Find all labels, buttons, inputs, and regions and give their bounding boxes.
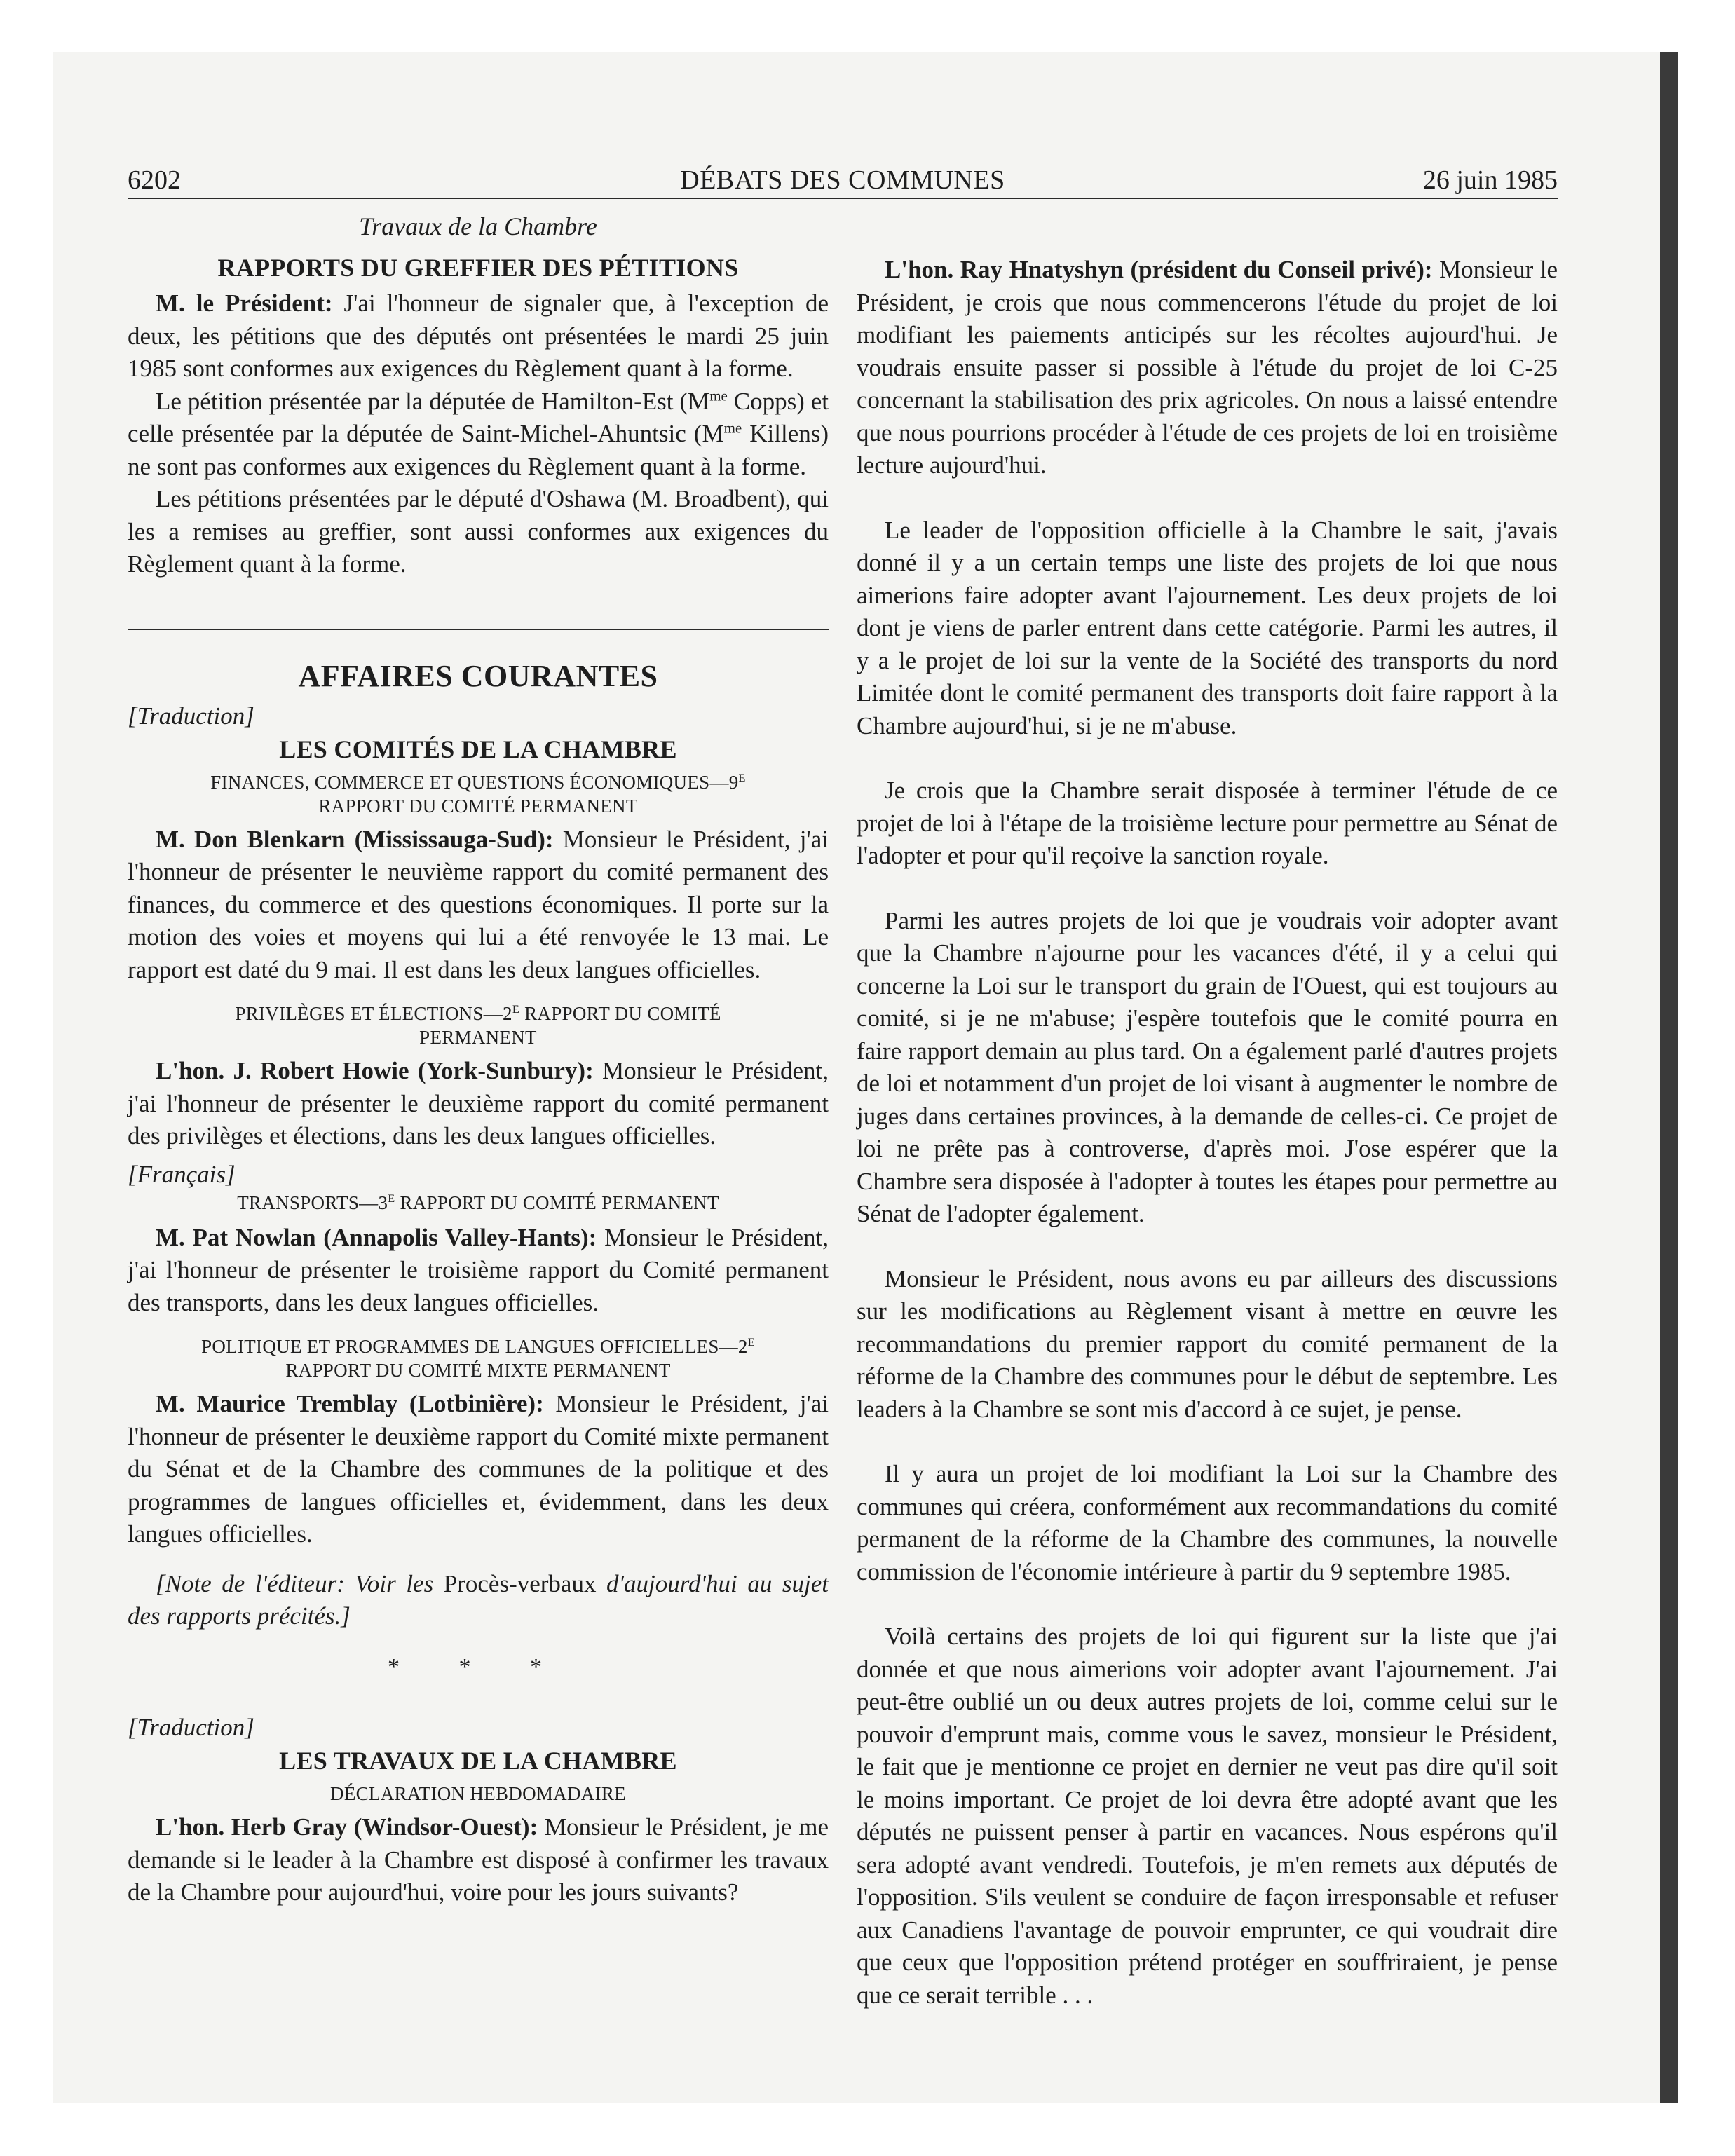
- travaux-heading: LES TRAVAUX DE LA CHAMBRE: [279, 1747, 677, 1775]
- section-label: Travaux de la Chambre: [359, 212, 597, 240]
- page-header: [128, 163, 1558, 199]
- page-number: 6202: [128, 165, 181, 195]
- scan-edge-bar: [1660, 52, 1678, 2103]
- right-paragraph-5: Monsieur le Président, nous avons eu par ailleurs des discussions sur les modifications au Règlement visant à mettre en œuvre les recommandations du premier rapport du comité permanent de la réforme de la Chambre des communes pour le début de septembre. Les leaders à la Chambre se sont mis d'accord à ce sujet, je pense.: [857, 1264, 1558, 1423]
- petitions-paragraph-1: M. le Président: J'ai l'honneur de signaler que, à l'exception de deux, les pétitions que des députés ont présentées le mardi 25 juin 1985 sont conformes aux exigences du Règlement quant à la forme.: [128, 289, 829, 382]
- translation-label: [Traduction]: [128, 702, 254, 730]
- gray-paragraph: L'hon. Herb Gray (Windsor-Ouest): Monsieur le Président, je me demande si le leader à la Chambre est disposé à confirmer les travaux de la Chambre pour aujourd'hui, voire pour les jours suivants?: [128, 1813, 829, 1906]
- petitions-paragraph-3: Les pétitions présentées par le député d'Oshawa (M. Broadbent), qui les a remises au greffier, sont aussi conformes aux exigences du Règlement quant à la forme.: [128, 485, 829, 578]
- hnatyshyn-paragraph: L'hon. Ray Hnatyshyn (président du Conseil privé): Monsieur le Président, je crois que nous commencerons l'étude du projet de loi modifiant les paiements anticipés sur les récoltes aujourd'hui. Je voudrais ensuite passer si possible à l'étude du projet de loi C-25 concernant la stabilisation des prix agricoles. On nous a laissé entendre que nous pourrions procéder à l'étude de ces projets de loi en troisième lecture aujourd'hui.: [857, 256, 1558, 479]
- speaker-name: M. le Président:: [156, 289, 333, 317]
- right-paragraph-6: Il y aura un projet de loi modifiant la Loi sur la Chambre des communes qui créera, conformément aux recommandations du comité permanent de la réforme de la Chambre des communes, la nouvelle commission de l'économie intérieure à partir du 9 septembre 1985.: [857, 1460, 1558, 1585]
- petitions-heading: RAPPORTS DU GREFFIER DES PÉTITIONS: [217, 254, 739, 282]
- editor-note: [Note de l'éditeur: Voir les Procès-verbaux d'aujourd'hui au sujet des rapports précités.]: [128, 1569, 829, 1630]
- right-paragraph-3: Je crois que la Chambre serait disposée à terminer l'étude de ce projet de loi à l'étape de la troisième lecture pour permettre au Sénat de l'adopter et pour qu'il reçoive la sanction royale.: [857, 777, 1558, 869]
- page-date: 26 juin 1985: [1422, 165, 1558, 195]
- langues-subheading: POLITIQUE ET PROGRAMMES DE LANGUES $OFFICIELLES—2^E$ RAPPORT DU COMITÉ MIXTE PERMANENT: [201, 1336, 755, 1381]
- affaires-courantes-heading: AFFAIRES COURANTES: [298, 658, 658, 693]
- right-paragraph-2: Le leader de l'opposition officielle à la Chambre le sait, j'avais donné il y a un certain temps une liste des projets de loi que nous aimerions faire adopter avant l'ajournement. Les deux projets de loi dont je viens de parler entrent dans cette catégorie. Parmi les autres, il y a le projet de loi sur la vente de la Société des transports du nord Limitée dont le comité permanent des transports doit faire rapport à la Chambre aujourd'hui, si je ne m'abuse.: [857, 516, 1558, 739]
- section-divider: [128, 629, 829, 630]
- transports-paragraph: M. Pat Nowlan (Annapolis Valley-Hants): Monsieur le Président, j'ai l'honneur de présenter le troisième rapport du Comité permanent des transports, dans les deux langues officielles.: [128, 1223, 829, 1316]
- privileges-paragraph: L'hon. J. Robert Howie (York-Sunbury): Monsieur le Président, j'ai l'honneur de présenter le deuxième rapport du comité permanent des privilèges et élections, dans les deux langues officielles.: [128, 1057, 829, 1149]
- committees-heading: LES COMITÉS DE LA CHAMBRE: [279, 735, 677, 763]
- speaker-name: L'hon. Ray Hnatyshyn (président du Conseil privé):: [885, 256, 1433, 283]
- petitions-paragraph-2: Le pétition présentée par la députée de Hamilton-Est ($M^{me}$ Copps) et celle présentée par la députée de Saint-Michel-Ahuntsic ($M^{me}$ Killens) ne sont pas conformes aux exigences du Règlement quant à la forme.: [128, 386, 829, 480]
- left-column: [128, 210, 829, 1909]
- weekly-statement-subheading: DÉCLARATION HEBDOMADAIRE: [330, 1783, 626, 1804]
- speaker-name: M. Don Blenkarn (Mississauga-Sud):: [156, 825, 554, 853]
- translation-label-2: [Traduction]: [128, 1714, 254, 1741]
- transports-subheading: $TRANSPORTS—3^E$ RAPPORT DU COMITÉ PERMANENT: [237, 1192, 719, 1213]
- privileges-subheading: PRIVILÈGES ET $ÉLECTIONS—2^E$ RAPPORT DU COMITÉ PERMANENT: [235, 1003, 721, 1048]
- langues-paragraph: M. Maurice Tremblay (Lotbinière): Monsieur le Président, j'ai l'honneur de présenter le deuxième rapport du Comité mixte permanent du Sénat et de la Chambre des communes de la politique et des programmes de langues officielles et, évidemment, dans les deux langues officielles.: [128, 1390, 829, 1548]
- right-paragraph-4: Parmi les autres projets de loi que je voudrais voir adopter avant que la Chambre n'ajourne pour les vacances d'été, il y a celui qui concerne la Loi sur le transport du grain de l'Ouest, qui est toujours au comité, si je ne m'abuse; j'espère toutefois que le comité pourra en faire rapport demain au plus tard. On a également parlé d'autres projets de loi et notamment d'un projet de loi visant à augmenter le nombre de juges dans certaines provinces, à la demande de celles-ci. Ce projet de loi ne prête pas à controverse, d'après moi. J'ose espérer que la Chambre sera disposée à l'adopter à toutes les étapes pour permettre au Sénat de l'adopter également.: [857, 906, 1558, 1227]
- speaker-name: L'hon. J. Robert Howie (York-Sunbury):: [156, 1057, 594, 1084]
- right-column: [857, 254, 1558, 2012]
- finances-paragraph: M. Don Blenkarn (Mississauga-Sud): Monsieur le Président, j'ai l'honneur de présenter le neuvième rapport du comité permanent des finances, du commerce et des questions économiques. Il porte sur la motion des voies et moyens qui lui a été renvoyée le 13 mai. Le rapport est daté du 9 mai. Il est dans les deux langues officielles.: [128, 825, 829, 983]
- speaker-name: M. Maurice Tremblay (Lotbinière):: [156, 1390, 544, 1417]
- publication-title: DÉBATS DES COMMUNES: [680, 165, 1005, 195]
- francais-label: [Français]: [128, 1160, 236, 1188]
- right-paragraph-7: Voilà certains des projets de loi qui figurent sur la liste que j'ai donnée et que nous aimerions voir adopter avant l'ajournement. J'ai peut-être oublié un ou deux autres projets de loi, comme celui sur le pouvoir d'emprunt mais, comme vous le savez, monsieur le Président, le fait que je mentionne ce projet en dernier ne veut pas dire qu'il soit le moins important. Ce projet de loi devra être adopté avant que les députés ne puissent penser à partir en vacances. Nous espérons qu'il sera adopté avant vendredi. Toutefois, je m'en remets aux députés de l'opposition. S'ils veulent se conduire de façon irresponsable et refuser aux Canadiens l'avantage de pouvoir emprunter, ce qui voudrait dire que ceux que l'opposition prétend protéger en souffriraient, je pense que ce serait terrible . . .: [857, 1623, 1558, 2009]
- speaker-name: M. Pat Nowlan (Annapolis Valley-Hants):: [156, 1223, 597, 1251]
- finances-subheading: FINANCES, COMMERCE ET QUESTIONS $ÉCONOMIQUES—9^E$ RAPPORT DU COMITÉ PERMANENT: [210, 771, 746, 817]
- speaker-name: L'hon. Herb Gray (Windsor-Ouest):: [156, 1813, 538, 1841]
- section-stars: * * *: [388, 1653, 569, 1680]
